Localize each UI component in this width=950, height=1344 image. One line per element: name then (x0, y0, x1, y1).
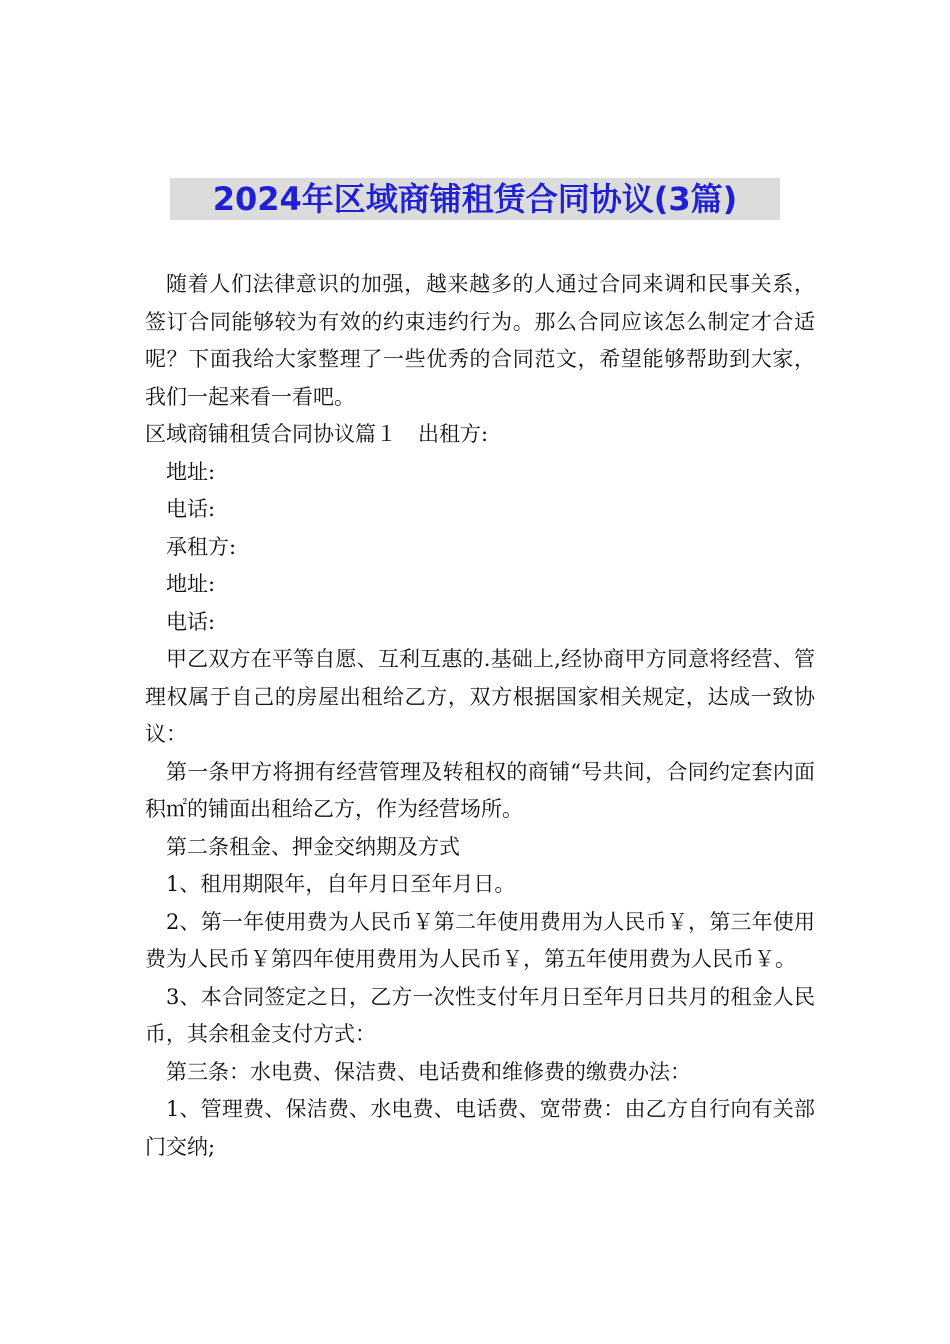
article-3-item-1: 1、管理费、保洁费、水电费、电话费、宽带费：由乙方自行向有关部门交纳; (145, 1097, 815, 1159)
document-title: 2024年区域商铺租赁合同协议(3篇) (170, 178, 780, 220)
article-2-item-2: 2、第一年使用费为人民币￥第二年使用费用为人民币￥，第三年使用费为人民币￥第四年使用费用为人民币￥，第五年使用费为人民币￥。 (145, 909, 815, 971)
article-2-heading: 第二条租金、押金交纳期及方式 (166, 834, 460, 859)
lessee-phone-label: 电话: (166, 609, 216, 634)
article-2-item-3: 3、本合同签定之日，乙方一次性支付年月日至年月日共月的租金人民币，其余租金支付方式： (145, 984, 815, 1046)
article-3-heading: 第三条：水电费、保洁费、电话费和维修费的缴费办法： (166, 1059, 691, 1084)
lessor-phone-label: 电话: (166, 497, 216, 521)
lessor-address-label: 地址: (166, 459, 216, 484)
article-1-paragraph: 第一条甲方将拥有经营管理及转租权的商铺“号共间，合同约定套内面积㎡的铺面出租给乙方，作为经营场所。 (145, 759, 815, 821)
article-2-item-1: 1、租用期限年，自年月日至年月日。 (166, 872, 516, 896)
lessee-address-label: 地址: (166, 572, 216, 596)
lessee-label: 承租方: (166, 534, 237, 559)
document-body (145, 266, 815, 1166)
section-heading: 区域商铺租赁合同协议篇１ 出租方: (145, 422, 489, 446)
intro-paragraph: 随着人们法律意识的加强，越来越多的人通过合同来调和民事关系，签订合同能够较为有效的约束违约行为。那么合同应该怎么制定才合适呢？下面我给大家整理了一些优秀的合同范文，希望能够帮助到大家，我们一起来看一看吧。 (145, 272, 815, 409)
agreement-intro-paragraph: 甲乙双方在平等自愿、互利互惠的.基础上,经协商甲方同意将经营、管理权属于自己的房屋出租给乙方，双方根据国家相关规定，达成一致协议： (145, 647, 815, 746)
